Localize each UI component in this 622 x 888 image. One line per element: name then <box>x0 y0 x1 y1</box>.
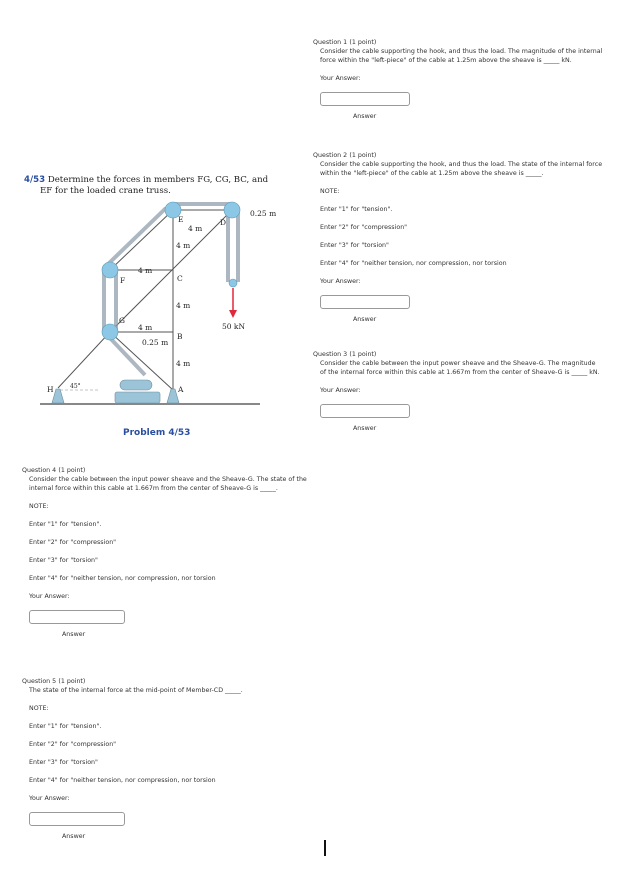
option-4: Enter "4" for "neither tension, nor compression, nor torsion <box>29 777 216 784</box>
question-title: Question 3 <box>313 351 348 358</box>
dim-ed: 4 m <box>188 224 203 233</box>
answer-input[interactable] <box>320 404 410 418</box>
question-text: Consider the cable supporting the hook, and thus the load. The state of the internal force within the "left-piece" of the cable at 1.25m above the sheave is _____. <box>320 161 603 177</box>
option-2: Enter "2" for "compression" <box>320 224 408 231</box>
question-title: Question 4 <box>22 467 57 474</box>
text-cursor <box>324 840 326 856</box>
label-h: H <box>47 385 54 394</box>
radius-g: 0.25 m <box>142 338 169 347</box>
dim-ec: 4 m <box>176 241 191 250</box>
question-title: Question 2 <box>313 152 348 159</box>
question-1 <box>313 38 603 121</box>
option-4: Enter "4" for "neither tension, nor compression, nor torsion <box>29 575 216 582</box>
answer-input[interactable] <box>29 812 125 826</box>
your-answer-label: Your Answer: <box>320 387 361 394</box>
label-f: F <box>120 276 126 285</box>
your-answer-label: Your Answer: <box>320 278 361 285</box>
label-a: A <box>178 385 184 394</box>
crane-truss-figure <box>0 195 310 425</box>
problem-number: 4/53 <box>24 175 46 185</box>
your-answer-label: Your Answer: <box>29 795 70 802</box>
question-text: Consider the cable between the input power sheave and the Sheave-G. The state of the internal force within this cable at 1.667m from the center of Sheave-G is _____. <box>29 476 307 492</box>
truss-members <box>58 210 232 390</box>
option-1: Enter "1" for "tension". <box>29 521 102 528</box>
question-points: (1 point) <box>58 467 86 474</box>
your-answer-label: Your Answer: <box>320 75 361 82</box>
option-3: Enter "3" for "torsion" <box>29 759 98 766</box>
question-text: The state of the internal force at the mid-point of Member-CD _____. <box>29 687 243 694</box>
problem-text: Determine the forces in members FG, CG, BC, and <box>47 175 269 185</box>
dim-gb: 4 m <box>138 323 153 332</box>
sheave-g <box>102 324 118 340</box>
question-points: (1 point) <box>349 39 377 46</box>
answer-label: Answer <box>62 631 86 638</box>
question-4 <box>22 466 318 639</box>
answer-label: Answer <box>353 113 377 120</box>
question-title: Question 1 <box>313 39 348 46</box>
option-1: Enter "1" for "tension". <box>29 723 102 730</box>
question-text: Consider the cable between the input power sheave and the Sheave-G. The magnitude of the internal force within this cable at 1.667m from the center of Sheave-G is _____ kN. <box>320 360 600 376</box>
answer-label: Answer <box>62 833 86 840</box>
problem-statement <box>24 175 268 197</box>
sheave-f <box>102 262 118 278</box>
answer-input[interactable] <box>320 295 410 309</box>
option-2: Enter "2" for "compression" <box>29 741 117 748</box>
your-answer-label: Your Answer: <box>29 593 70 600</box>
angle-label: 45° <box>70 383 81 390</box>
cable <box>104 204 238 375</box>
question-3 <box>313 350 603 433</box>
power-winch <box>115 392 160 403</box>
dim-ba: 4 m <box>176 359 191 368</box>
label-g: G <box>119 316 125 325</box>
sheave-d <box>224 202 240 218</box>
option-3: Enter "3" for "torsion" <box>320 242 389 249</box>
question-title: Question 5 <box>22 678 57 685</box>
load-label: 50 kN <box>222 322 246 331</box>
note-label: NOTE: <box>29 705 49 712</box>
answer-input[interactable] <box>29 610 125 624</box>
option-4: Enter "4" for "neither tension, nor compression, nor torsion <box>320 260 507 267</box>
problem-text-2: EF for the loaded crane truss. <box>40 186 171 196</box>
answer-label: Answer <box>353 425 377 432</box>
option-1: Enter "1" for "tension". <box>320 206 393 213</box>
load-arrowhead <box>229 310 237 318</box>
option-2: Enter "2" for "compression" <box>29 539 117 546</box>
question-5 <box>22 677 318 841</box>
figure-caption: Problem 4/53 <box>123 428 191 438</box>
dim-fc: 4 m <box>138 266 153 275</box>
question-points: (1 point) <box>58 678 86 685</box>
note-label: NOTE: <box>320 188 340 195</box>
question-2 <box>313 151 603 324</box>
question-points: (1 point) <box>349 152 377 159</box>
dim-cb: 4 m <box>176 301 191 310</box>
hook-block <box>229 279 237 287</box>
question-text: Consider the cable supporting the hook, and thus the load. The magnitude of the internal force within the "left-piece" of the cable at 1.25m above the sheave is _____ kN. <box>320 48 603 64</box>
support-h <box>52 389 64 403</box>
option-3: Enter "3" for "torsion" <box>29 557 98 564</box>
power-sheave-drum <box>120 380 152 390</box>
label-c: C <box>177 274 183 283</box>
radius-d: 0.25 m <box>250 209 277 218</box>
label-b: B <box>177 332 183 341</box>
answer-label: Answer <box>353 316 377 323</box>
note-label: NOTE: <box>29 503 49 510</box>
label-d: D <box>220 218 227 227</box>
answer-input[interactable] <box>320 92 410 106</box>
label-e: E <box>178 215 184 224</box>
question-points: (1 point) <box>349 351 377 358</box>
